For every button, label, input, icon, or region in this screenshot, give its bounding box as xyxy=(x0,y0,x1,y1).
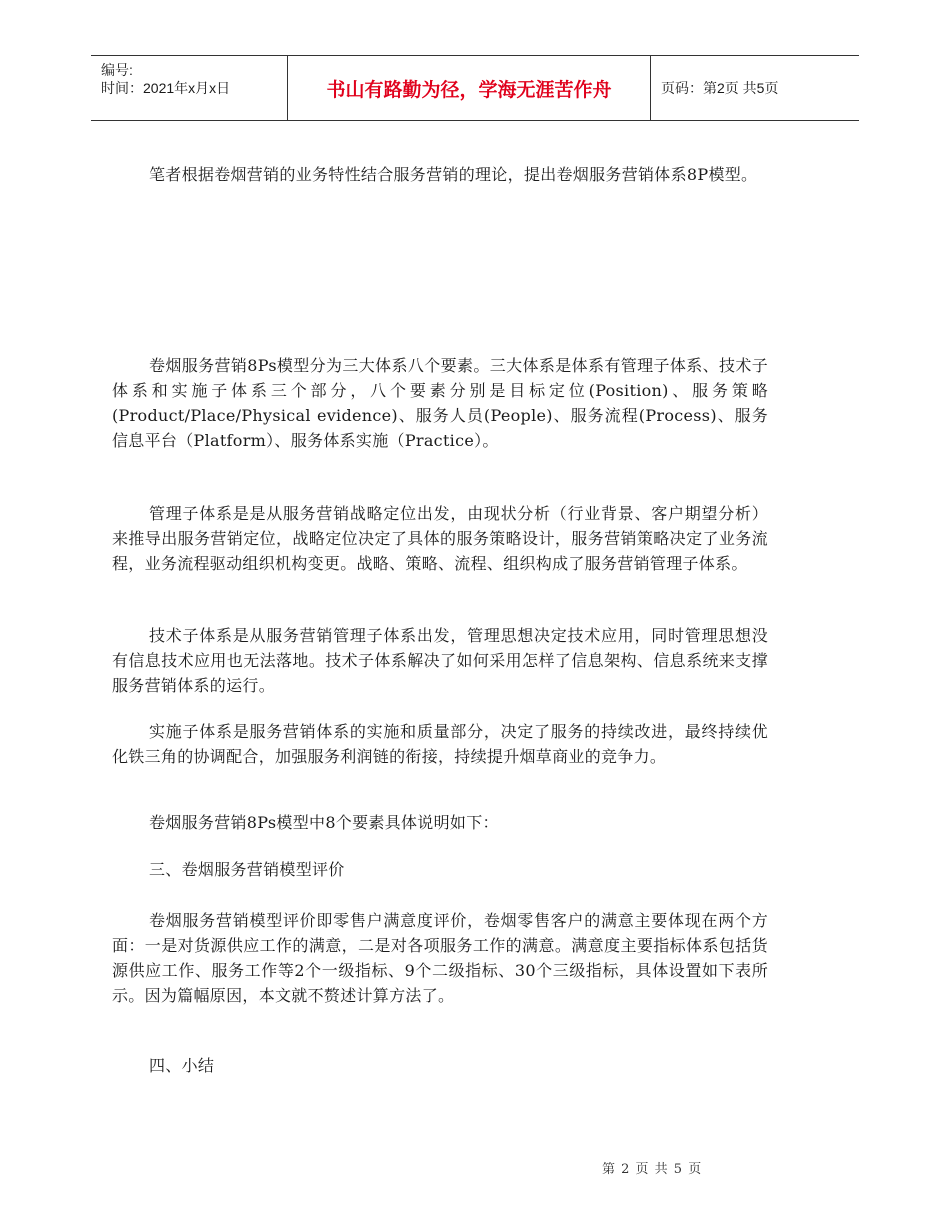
section-heading-evaluation: 三、卷烟服务营销模型评价 xyxy=(149,860,345,879)
paragraph-8ps-overview: 卷烟服务营销8Ps模型分为三大体系八个要素。三大体系是体系有管理子体系、技术子体系和实施子体系三个部分，八个要素分别是目标定位(Position)、服务策略(Product/Place/Physical evidence)、服务人员(People)、服务流程(Process)、服务信息平台（Platform）、服务体系实施（Practice）。 xyxy=(112,356,768,450)
document-time-label: 时间：2021年x月x日 xyxy=(101,80,231,96)
page-footer-number: 第 2 页 共 5 页 xyxy=(602,1162,703,1177)
paragraph-technical-subsystem: 技术子体系是从服务营销管理子体系出发，管理思想决定技术应用，同时管理思想没有信息技术应用也无法落地。技术子体系解决了如何采用怎样了信息架构、信息系统来支撑服务营销体系的运行。 xyxy=(112,626,768,695)
header-motto: 书山有路勤为径，学海无涯苦作舟 xyxy=(287,56,651,120)
paragraph-elements-intro: 卷烟服务营销8Ps模型中8个要素具体说明如下： xyxy=(149,813,499,832)
section-heading-summary: 四、小结 xyxy=(149,1056,215,1075)
document-number-label: 编号: xyxy=(101,62,133,78)
paragraph-intro: 笔者根据卷烟营销的业务特性结合服务营销的理论，提出卷烟服务营销体系8P模型。 xyxy=(149,165,758,184)
header-meta xyxy=(91,56,287,120)
paragraph-implementation-subsystem: 实施子体系是服务营销体系的实施和质量部分，决定了服务的持续改进，最终持续优化铁三角的协调配合，加强服务利润链的衔接，持续提升烟草商业的竞争力。 xyxy=(112,722,768,766)
page-header xyxy=(91,55,859,121)
paragraph-management-subsystem: 管理子体系是是从服务营销战略定位出发，由现状分析（行业背景、客户期望分析）来推导出服务营销定位，战略定位决定了具体的服务策略设计，服务营销策略决定了业务流程，业务流程驱动组织机构变更。战略、策略、流程、组织构成了服务营销管理子体系。 xyxy=(112,504,768,573)
header-page-number: 页码：第2页 共5页 xyxy=(661,80,779,96)
paragraph-evaluation: 卷烟服务营销模型评价即零售户满意度评价，卷烟零售客户的满意主要体现在两个方面：一是对货源供应工作的满意，二是对各项服务工作的满意。满意度主要指标体系包括货源供应工作、服务工作等2个一级指标、9个二级指标、30个三级指标，具体设置如下表所示。因为篇幅原因，本文就不赘述计算方法了。 xyxy=(112,911,768,1005)
